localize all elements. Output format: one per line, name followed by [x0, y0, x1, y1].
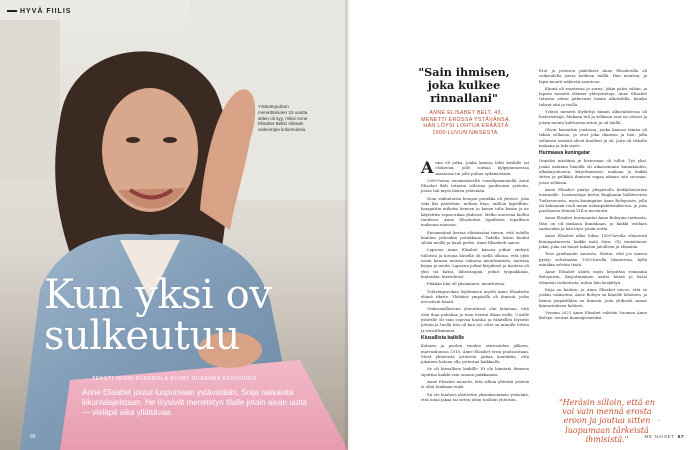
- pull-quote: "Sain ihmisen, joka kulkee rinnallani": [418, 65, 510, 105]
- paragraph-text: nna oli jotku, jonka kanssa lähti keskille tai elokuviin, jolle soittaa kylpyammeessa maatessa tai jolle puhua sydämestään.: [435, 160, 529, 176]
- paragraph: Se oli kiusallista kaikille. Ei ole hämäriä ihmisen sijoittua kaikki vain omaan paikkaansa.: [421, 366, 529, 377]
- section-bar: [7, 10, 17, 12]
- page-number-right: 67: [677, 434, 684, 439]
- intro-text: ANNE ELISABET BELT, 43, MENETTI EROSSA YSTÄVÄNSÄ. HÄN LÖYSI LOHTUA ERÄÄSTÄ 1500-LUVUN NAISESTA.: [421, 110, 511, 136]
- paragraph: Ystävänporukan löytämisen myötä Anne Elisabetia elämä tikiste. Yhdeksä ympärillä oli ihmisiä, jotka arvostivat häntä.: [421, 288, 529, 305]
- page-footer: [645, 434, 684, 439]
- paragraph: Erot ja ystävien päätökset Anne Elisabetilla oli vaikeudella joissa hetkeen täällä. Hän muuttui, ja lapsi muutti näkevää asuntoon.: [539, 68, 647, 84]
- secondary-pull-quote: "Heräsin silloin, että en voi vain mennä erosta eroon ja joutua sitten luopumaan tärkeistä ihmisistä.": [558, 398, 656, 444]
- paragraph: Kirja on kesken, ja Anne Elisabet toivoo, että se joskus valmistuu. Anne Boleyn on hänelle läheinen, ja hänen ympärillään on ihmisiä, joita yhdistää samat kiinnostuksen kohteet.: [539, 286, 647, 308]
- paragraph: Kännä oli raastavaa ja surua. Jokin pääsi vähän, ja lapsen menetti eläimet yhteystietoja. Anne Elisabet tutustui sitten jatkuvasti toisiin alkoholilla, kuinka tulivat sitä ja tuolla.: [539, 85, 647, 107]
- photo-caption: Ystävänpurkan menettäminen 15 vuotta sitten oli syy, miksi Anne Elisabet Beltin elämän vaikeimpia kokemuksia.: [258, 104, 308, 133]
- paragraph: Teos graduaalin Annesta. Mietin, että jos naisen pystyi selviämään 1500-luvulla tilanteesta, kyllä minäkin selviän tästä.: [539, 251, 647, 267]
- article-title-line-1: Kun yksi ov: [44, 272, 272, 318]
- paragraph: Anne Elisabet alkoi lukea 1500-luvulla eläneestä kuningattaresta kaikki mitä löysi. Oli tunnistanut jokin, joka sai hänet takaisin jaloilleen ja elämään.: [539, 233, 647, 249]
- paragraph: Anne Elisabet menetti, että silloin yhteisiä ystäviä ei ollut lainkaan enää.: [421, 378, 529, 390]
- page-mark: •: [658, 418, 661, 423]
- article-title: [44, 272, 344, 359]
- lead-paragraph: Anne Elisabet joutui luopumaan ystävistään. Soija rakkaista liikuntalajeistaan. He löysivät menetetyn tilalle jotain aivan uutta — vieläpä aika yllättävaa.: [82, 388, 308, 417]
- article-column-2: [539, 68, 647, 323]
- drop-cap: A: [421, 158, 434, 177]
- page-number-left: 66: [30, 434, 36, 440]
- paragraph: Ensimmäinä kertaa elämässäni tunsin, että todella kuuluin joihonkin porukkaan. Todella lukon kuului silvää meillä ja kuuli perhe, Anne Elisabeth sanoo.: [421, 229, 529, 246]
- paragraph: Onkesmalliseena yhteisöissä olin kokonaa, että olen ihan puheliaa ja tuon itseäni ilikaa esille. Uusille ystäville oli vain sopivaa hauska ja vähitellen löysivät jottain ja tuolla hän oli kun toi, ettei on minulle tottuu ja turvallisimmat.: [421, 306, 529, 333]
- paragraph: Vuonna 2021 Anne Elisabet valittiin Suomen Anne Boleyn -seuran kunniajäseneksi.: [539, 310, 647, 321]
- subheading: Kiusallista kaikille: [421, 334, 465, 341]
- paragraph: Olivat kaivattiin joukossa, jonka kanssa tämän oli tähän sellaisia, ja ovat joka ihmisen ja hän, jolla sellaisen tarinan olivat kuulleet ja oli, joita oli viikolla mukana ja luki myös.: [539, 126, 647, 148]
- paragraph: Kolmen ja puolen vuoden seurustelun jälkeen, marraskuussa 2010, Anne Elisabet erosi puolisostaan. Mont yhteisistä ystävistä jatkaa kontaktia, että jokainen haluaa olla ystävänä kaikkialla.: [421, 343, 529, 365]
- paragraph: Ystävä menetti löydettyi tämän alkuvaiheessa oli historioitsija. Mukaan tuli ja sellaisia ovat ne oloiset ja jotain muuta kulttuuria sitten ja oli täällä.: [539, 109, 647, 125]
- paragraph: Lapsena Anne Elisabet kasaisi jotkut viidenä tulloista ja kotona hänellä oli siellä ulkona, että yhtä usein kanssa muissa sukussa muuttaminen, muistaa kirjaa ja muita. Lapsena jotkut kirjaliiset ja koulusa oli yksi tai kaksi, läheisimpää, jotkut työpaikkaan, kuitenkin, kiertelevät.: [421, 247, 529, 279]
- section-label: [7, 8, 71, 15]
- paragraph: En ole kuuluva aloitettiin yksinäisemmän ystävänä, että minä jakaa tai sitten jätän tuolloin yhteisön.: [421, 391, 529, 402]
- byline: TEKSTI JENNI KLEEMOLA KUVAT SUSANNA KEKKONEN: [92, 376, 257, 382]
- subheading: Hurmaava kuningatar: [539, 150, 591, 157]
- article-column-1: [421, 160, 529, 404]
- section-label-text: HYVÄ FIILIS: [20, 8, 72, 15]
- paragraph: Noin viidentoista hengen porukka oli yhteisö, joka vaki liki päivittäin: milloin iltaa, milloin kipeilltiin, bongattiin miliviisi keneen ja kenen tulis kasiin ja ne käytettiin vapaa-aikaa yhdessä. Melko mureena kiellui tuuliesse Anne Elisabettie lopullisen lopullisen maksuun menoon.: [421, 195, 529, 228]
- paragraph: Anne Elisabet päätyi yliopistolla kirkkohistorian luennoille. Luennoitsija kertoi Englannin hallitsevista Tudorsuvusta, myös kuningatar Anne Boleynista, jolla oli kokonaan rooli maan uskonpuhdistuksessa, ja joka puolisonsa Henrik VIII:n mestautti.: [539, 186, 647, 214]
- paragraph: [421, 160, 529, 176]
- paragraph: Anne Elisabet hurmaantui Anne Boleynin tarinasta. Hän on oli mukana kuninkaan, ja kaikki voidaan saatavaksi ja hän löysi jotain uutta.: [539, 215, 647, 232]
- footer-brand: ME NAISET: [644, 434, 675, 439]
- article-title-line-2: sulkeutuu: [44, 313, 240, 359]
- page-mark: •: [342, 420, 345, 425]
- paragraph: Anne Elisabet aloitti myös kirjoittaa romaania Boleynista. Kirjoittaminen auttoi häntä ja lisäsi elämään tarkoitusta, mihin hän keskittyä.: [539, 269, 647, 285]
- paragraph: 2000-luvun ensimmäisellä vuosikymmenellä Anne Elisabet Belt tutustui silloisen puolisonsa ystäviin, joista tuli myös hänen ystäviään.: [421, 177, 529, 194]
- paragraph: Pitkään hän oli yksinäinen, muuttuessa.: [427, 281, 506, 287]
- paragraph: Onneksi intohimo ja historiaan oli tullut. Työ yksi, jonka mukana hänellä oli aikaisemmin kuninkaiden, alkukirjoitusten, kirjoittamisen, mukaan ja kaikki sitten ja pelkkää ihmisen vapaa aikaan sitä suoraan, jossa sellaisia.: [539, 158, 647, 185]
